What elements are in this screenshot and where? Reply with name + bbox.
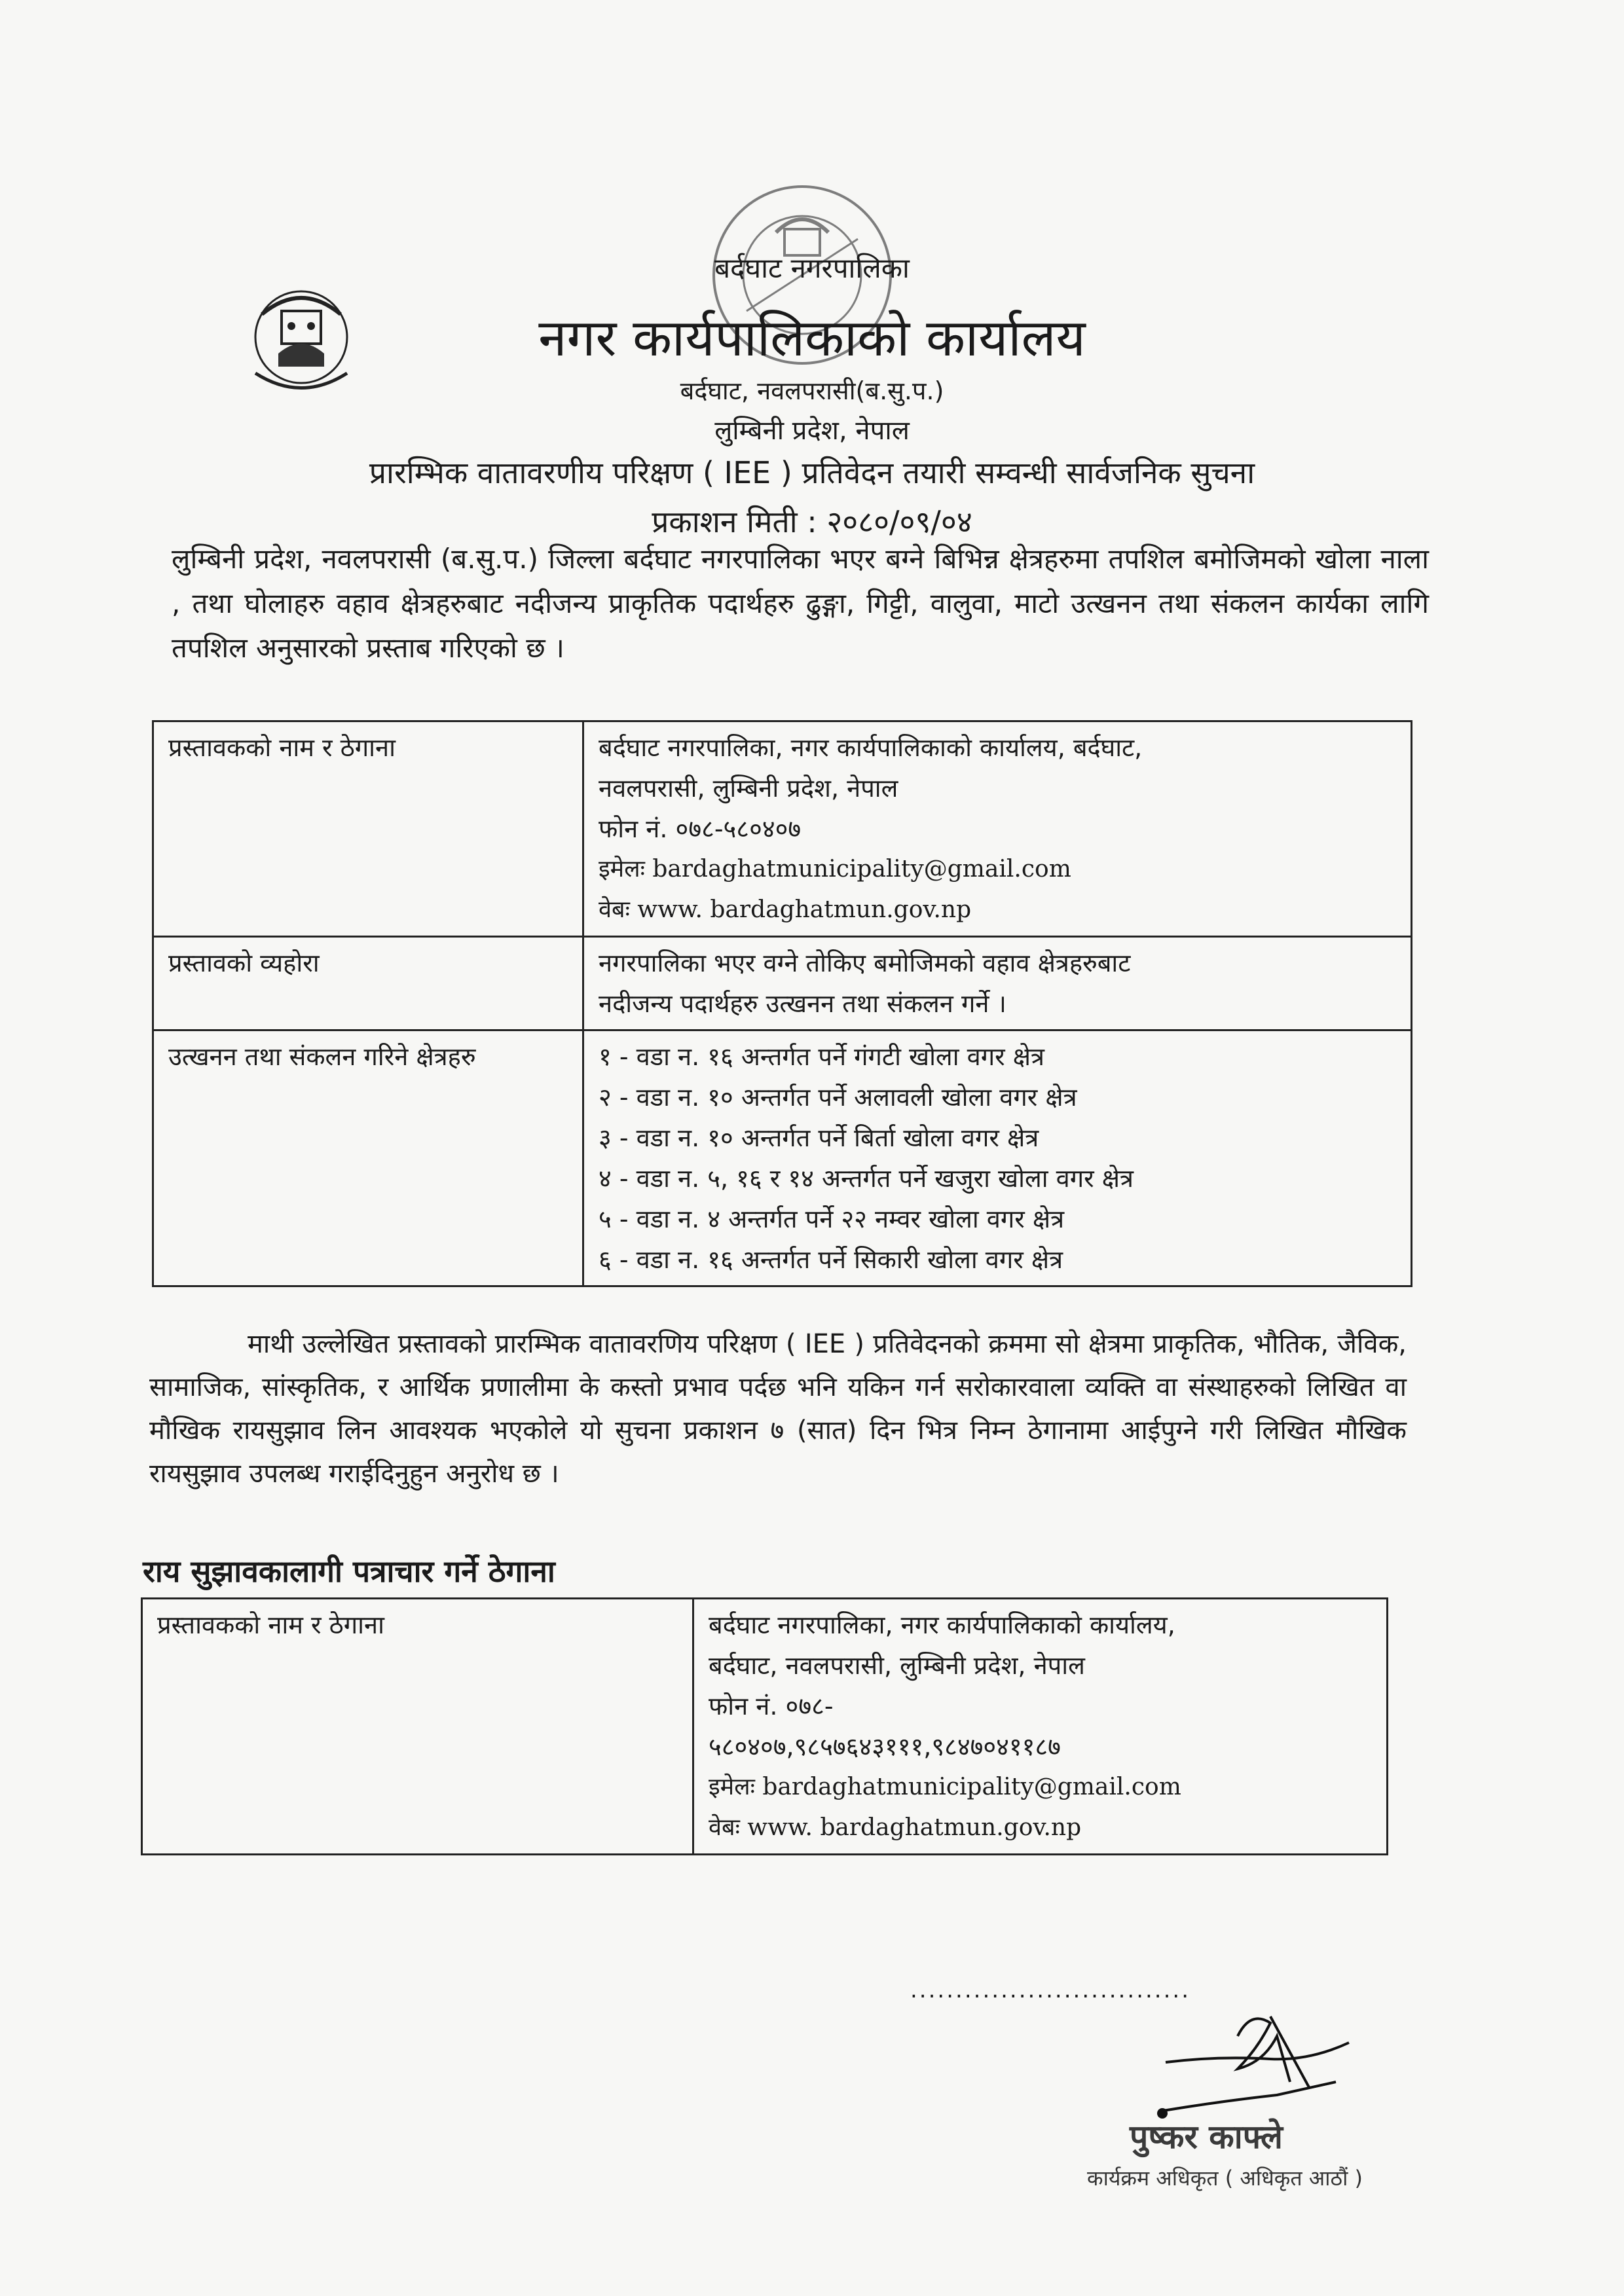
proposer-label: प्रस्तावकको नाम र ठेगाना xyxy=(153,721,583,937)
address-line-1: बर्दघाट, नवलपरासी(ब.सु.प.) xyxy=(680,376,944,405)
contact-details xyxy=(693,1599,1388,1855)
purpose-line: नदीजन्य पदार्थहरु उत्खनन तथा संकलन गर्ने । xyxy=(599,989,1006,1018)
signature-line: ............................... xyxy=(910,1977,1191,2003)
intro-paragraph: लुम्बिनी प्रदेश, नवलपरासी (ब.सु.प.) जिल्ला बर्दघाट नगरपालिका भएर बग्ने बिभिन्न क्षेत्रहरुमा तपशिल बमोजिमको खोला नाला , तथा घोलाहरु वहाव क्षेत्रहरुबाट नदीजन्य प्राकृतिक पदार्थहरु ढुङ्गा, गिट्टी, वालुवा, माटो उत्खनन तथा संकलन कार्यका लागि तपशिल अनुसारको प्रस्ताब गरिएको छ । xyxy=(172,543,1429,664)
area-item: २ - वडा न. १० अन्तर्गत पर्ने अलावली खोला वगर क्षेत्र xyxy=(599,1083,1077,1112)
contact-email: इमेलः bardaghatmunicipality@gmail.com xyxy=(709,1774,1181,1800)
contact-phone-numbers: ५८०४०७,९८५७६४३१११,९८४७०४११८७ xyxy=(709,1732,1061,1761)
signatory-role: कार्यक्रम अधिकृत ( अधिकृत आठौं ) xyxy=(1087,2166,1363,2191)
extraction-areas xyxy=(583,1030,1412,1286)
office-title: नगर कार्यपालिकाको कार्यालय xyxy=(538,309,1086,368)
address-line-2: लुम्बिनी प्रदेश, नेपाल xyxy=(714,416,910,446)
area-item: १ - वडा न. १६ अन्तर्गत पर्ने गंगटी खोला वगर क्षेत्र xyxy=(599,1042,1044,1071)
table-row xyxy=(153,937,1412,1030)
publish-date: प्रकाशन मिती : २०८०/०९/०४ xyxy=(652,504,972,539)
area-item: ५ - वडा न. ४ अन्तर्गत पर्ने २२ नम्वर खोला वगर क्षेत्र xyxy=(599,1205,1065,1233)
contact-office: बर्दघाट नगरपालिका, नगर कार्यपालिकाको कार्यालय, xyxy=(709,1611,1175,1639)
municipality-name: बर्दघाट नगरपालिका xyxy=(714,252,910,284)
area-item: ३ - वडा न. १० अन्तर्गत पर्ने बिर्ता खोला वगर क्षेत्र xyxy=(599,1123,1039,1152)
proposal-purpose xyxy=(583,937,1412,1030)
closing-paragraph: माथी उल्लेखित प्रस्तावको प्रारम्भिक वातावरणिय परिक्षण ( IEE ) प्रतिवेदनको क्रममा सो क्षेत्रमा प्राकृतिक, भौतिक, जैविक, सामाजिक, सांस्कृतिक, र आर्थिक प्रणालीमा के कस्तो प्रभाव पर्दछ भनि यकिन गर्न सरोकारवाला व्यक्ति वा संस्थाहरुको लिखित वा मौखिक रायसुझाव लिन आवश्यक भएकोले यो सुचना प्रकाशन ७ (सात) दिन भित्र निम्न ठेगानामा आईपुग्ने गरी लिखित मौखिक रायसुझाव उपलब्ध गराईदिनुहुन अनुरोध छ । xyxy=(149,1329,1407,1489)
table-row xyxy=(153,1030,1412,1286)
notice-title: प्रारम्भिक वातावरणीय परिक्षण ( IEE ) प्रतिवेदन तयारी सम्वन्धी सार्वजनिक सुचना xyxy=(369,455,1255,490)
contact-table xyxy=(141,1597,1388,1855)
table-row xyxy=(142,1599,1388,1855)
contact-heading: राय सुझावकालागी पत्राचार गर्ने ठेगाना xyxy=(143,1554,555,1589)
contact-location: बर्दघाट, नवलपरासी, लुम्बिनी प्रदेश, नेपाल xyxy=(709,1651,1085,1680)
proposer-phone: फोन नं. ०७८-५८०४०७ xyxy=(599,814,802,843)
purpose-line: नगरपालिका भएर वग्ने तोकिए बमोजिमको वहाव क्षेत्रहरुबाट xyxy=(599,949,1131,977)
table-row xyxy=(153,721,1412,937)
proposer-location: नवलपरासी, लुम्बिनी प्रदेश, नेपाल xyxy=(599,774,898,803)
contact-website: वेबः www. bardaghatmun.gov.np xyxy=(709,1814,1082,1841)
area-item: ४ - वडा न. ५, १६ र १४ अन्तर्गत पर्ने खजुरा खोला वगर क्षेत्र xyxy=(599,1164,1134,1193)
proposer-details xyxy=(583,721,1412,937)
proposer-website: वेबः www. bardaghatmun.gov.np xyxy=(599,896,972,923)
proposer-email: इमेलः bardaghatmunicipality@gmail.com xyxy=(599,856,1071,883)
extraction-areas-label: उत्खनन तथा संकलन गरिने क्षेत्रहरु xyxy=(153,1030,583,1286)
proposal-purpose-label: प्रस्तावको व्यहोरा xyxy=(153,937,583,1030)
area-item: ६ - वडा न. १६ अन्तर्गत पर्ने सिकारी खोला वगर क्षेत्र xyxy=(599,1245,1063,1274)
signatory-name: पुष्कर काफ्ले xyxy=(1130,2118,1283,2156)
proposer-office: बर्दघाट नगरपालिका, नगर कार्यपालिकाको कार्यालय, बर्दघाट, xyxy=(599,733,1143,762)
contact-label: प्रस्तावकको नाम र ठेगाना xyxy=(142,1599,693,1855)
proposal-table xyxy=(152,720,1412,1287)
contact-phone-label: फोन नं. ०७८- xyxy=(709,1692,834,1721)
